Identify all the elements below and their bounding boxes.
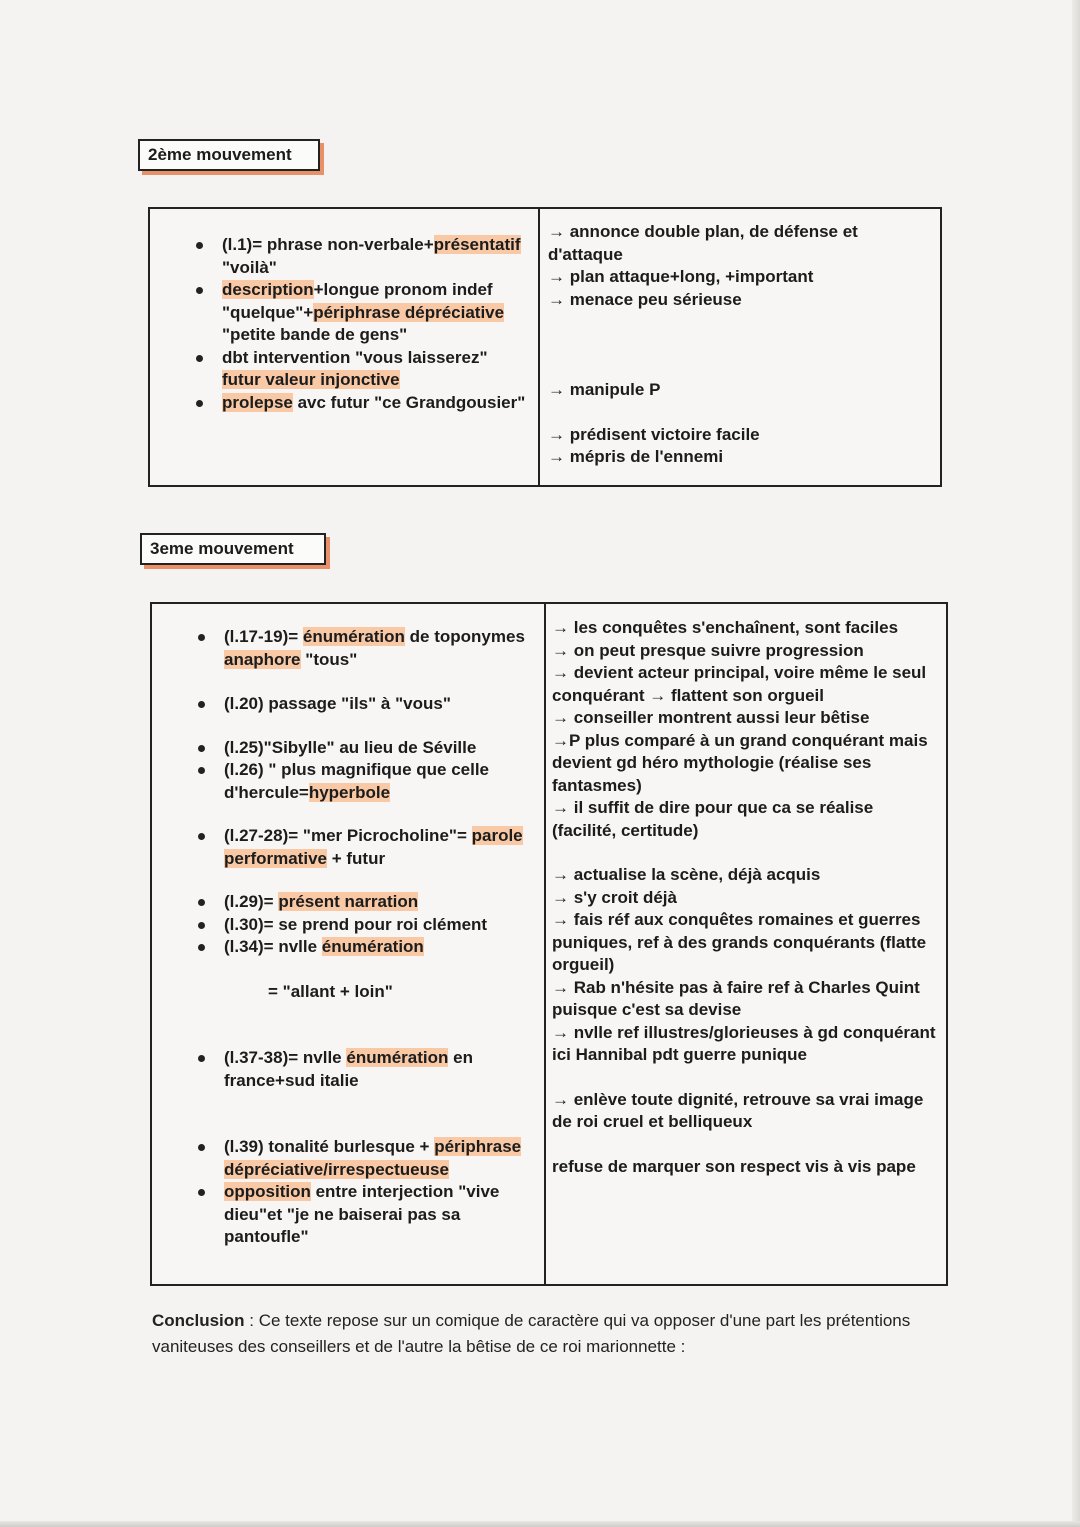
s3-note-6: → il suffit de dire pour que ca se réalise (facilité, certitude) xyxy=(552,798,874,840)
s3-item-9-text: (l.37-38)= nvlle xyxy=(224,1048,347,1067)
s3-item-8-subnote: = "allant + loin" xyxy=(268,981,393,1001)
s2-item-1-highlight: présentatif xyxy=(433,235,521,254)
s3-note-8: → s'y croit déjà xyxy=(552,887,677,907)
s3-item-1-text: (l.17-19)= xyxy=(224,627,303,646)
s3-note-10: → Rab n'hésite pas à faire ref à Charles Quint puisque c'est sa devise xyxy=(552,977,920,1019)
section-2-left-column xyxy=(150,209,540,485)
section-2-title-text: 2ème mouvement xyxy=(148,145,292,164)
s2-note-2: → plan attaque+long, +important xyxy=(548,267,814,286)
s3-item-1-highlight-2: anaphore xyxy=(224,649,301,669)
section-3-title-text: 3eme mouvement xyxy=(150,539,294,558)
s3-note-3: → devient acteur principal, voire même le seul conquérant → flattent son orgueil xyxy=(552,663,927,705)
s2-item-2-highlight-2: périphrase dépréciative xyxy=(313,302,505,322)
s2-note-4: → manipule P xyxy=(548,380,661,399)
s2-item-4 xyxy=(150,392,526,415)
page-bottom-edge xyxy=(0,1521,1080,1527)
s3-item-2-text: (l.20) passage "ils" à "vous" xyxy=(224,694,451,713)
s3-note-11: → nvlle ref illustres/glorieuses à gd conquérant ici Hannibal pdt guerre punique xyxy=(552,1022,936,1064)
s3-note-13: refuse de marquer son respect vis à vis pape xyxy=(552,1156,916,1176)
s3-item-11 xyxy=(152,1181,532,1249)
s3-item-5-text-end: + futur xyxy=(326,848,386,868)
s2-item-3-text: dbt intervention "vous laisserez" xyxy=(222,347,488,367)
conclusion-text: : Ce texte repose sur un comique de caractère qui va opposer d'une part les prétentions vaniteuses des conseillers et de l'autre la bêtise de ce roi marionnette : xyxy=(152,1311,911,1356)
s3-item-10 xyxy=(152,1136,532,1181)
s3-item-1-text-mid: de toponymes xyxy=(404,627,525,646)
s2-item-2-text: +longue pronom indef "quelque"+ xyxy=(222,280,493,322)
s2-note-5: → prédisent victoire facile xyxy=(548,424,760,444)
s2-item-3 xyxy=(150,347,526,392)
s3-note-7: → actualise la scène, déjà acquis xyxy=(552,865,821,884)
s3-item-5 xyxy=(152,825,532,870)
s3-item-6-highlight: présent narration xyxy=(278,892,419,911)
s3-note-9: → fais réf aux conquêtes romaines et guerres puniques, ref à des grands conquérants (flatte orgueil) xyxy=(552,910,927,974)
s2-item-2-highlight: description xyxy=(222,280,314,299)
s3-item-9-text-end: en france+sud italie xyxy=(224,1048,473,1090)
s3-note-5: →P plus comparé à un grand conquérant mais devient gd héro mythologie (réalise ses fantasmes) xyxy=(552,730,928,795)
s2-note-6: → mépris de l'ennemi xyxy=(548,447,724,466)
s2-item-4-highlight: prolepse xyxy=(222,392,293,412)
s3-note-2: → on peut presque suivre progression xyxy=(552,640,864,660)
s3-item-2 xyxy=(152,693,532,716)
section-3-table xyxy=(150,602,948,1286)
section-3-right-column xyxy=(546,604,946,1284)
s3-item-1-highlight: énumération xyxy=(302,627,405,646)
s2-item-1-text-end: "voilà" xyxy=(222,257,277,277)
s2-item-2 xyxy=(150,279,526,347)
s3-item-5-highlight: parole performative xyxy=(224,826,523,868)
s2-item-3-highlight: futur valeur injonctive xyxy=(222,370,400,389)
conclusion-paragraph xyxy=(152,1308,942,1360)
s3-item-6 xyxy=(152,891,532,914)
s3-item-9-highlight: énumération xyxy=(346,1048,449,1067)
s3-note-4: → conseiller montrent aussi leur bêtise xyxy=(552,708,870,727)
s3-item-4-highlight: hyperbole xyxy=(308,782,391,802)
s2-note-3: → menace peu sérieuse xyxy=(548,289,742,309)
s3-item-6-text: (l.29)= xyxy=(224,892,279,911)
s3-item-7 xyxy=(152,914,532,937)
s3-item-11-highlight: opposition xyxy=(224,1182,311,1201)
s3-note-1: → les conquêtes s'enchaînent, sont faciles xyxy=(552,618,899,637)
s3-item-7-text: (l.30)= se prend pour roi clément xyxy=(224,914,488,934)
s2-item-1 xyxy=(150,234,526,279)
section-3-left-column xyxy=(152,604,546,1284)
s3-item-9 xyxy=(152,1047,532,1092)
s3-item-4 xyxy=(152,759,532,804)
s3-item-1 xyxy=(152,626,532,671)
s2-item-1-text: (l.1)= phrase non-verbale+ xyxy=(222,235,434,254)
s3-item-8-text: (l.34)= nvlle xyxy=(224,937,322,956)
section-2-right-column xyxy=(540,209,940,485)
s3-item-1-text-end: "tous" xyxy=(300,649,358,669)
s3-item-5-text: (l.27-28)= "mer Picrocholine"= xyxy=(224,826,472,845)
section-3-title xyxy=(140,533,326,565)
section-2-table xyxy=(148,207,942,487)
s2-note-1: → annonce double plan, de défense et d'attaque xyxy=(548,222,858,264)
s3-item-8 xyxy=(152,936,532,959)
s2-item-2-text-end: "petite bande de gens" xyxy=(222,325,408,344)
s3-item-4-text: (l.26) " plus magnifique que celle d'hercule= xyxy=(224,760,490,802)
s3-note-12: → enlève toute dignité, retrouve sa vrai image de roi cruel et belliqueux xyxy=(552,1089,924,1131)
section-2-title xyxy=(138,139,320,171)
s2-item-4-text: avc futur "ce Grandgousier" xyxy=(292,392,526,412)
conclusion-label: Conclusion xyxy=(152,1311,245,1330)
s3-item-3 xyxy=(152,737,532,760)
page-edge xyxy=(1072,0,1080,1527)
s3-item-8-highlight: énumération xyxy=(321,937,424,956)
s3-item-3-text: (l.25)"Sibylle" au lieu de Séville xyxy=(224,737,477,757)
s3-item-11-text: entre interjection "vive dieu"et "je ne baiserai pas sa pantoufle" xyxy=(224,1182,500,1246)
s3-item-10-highlight: périphrase dépréciative/irrespectueuse xyxy=(224,1137,522,1179)
s3-item-10-text: (l.39) tonalité burlesque + xyxy=(224,1137,435,1156)
